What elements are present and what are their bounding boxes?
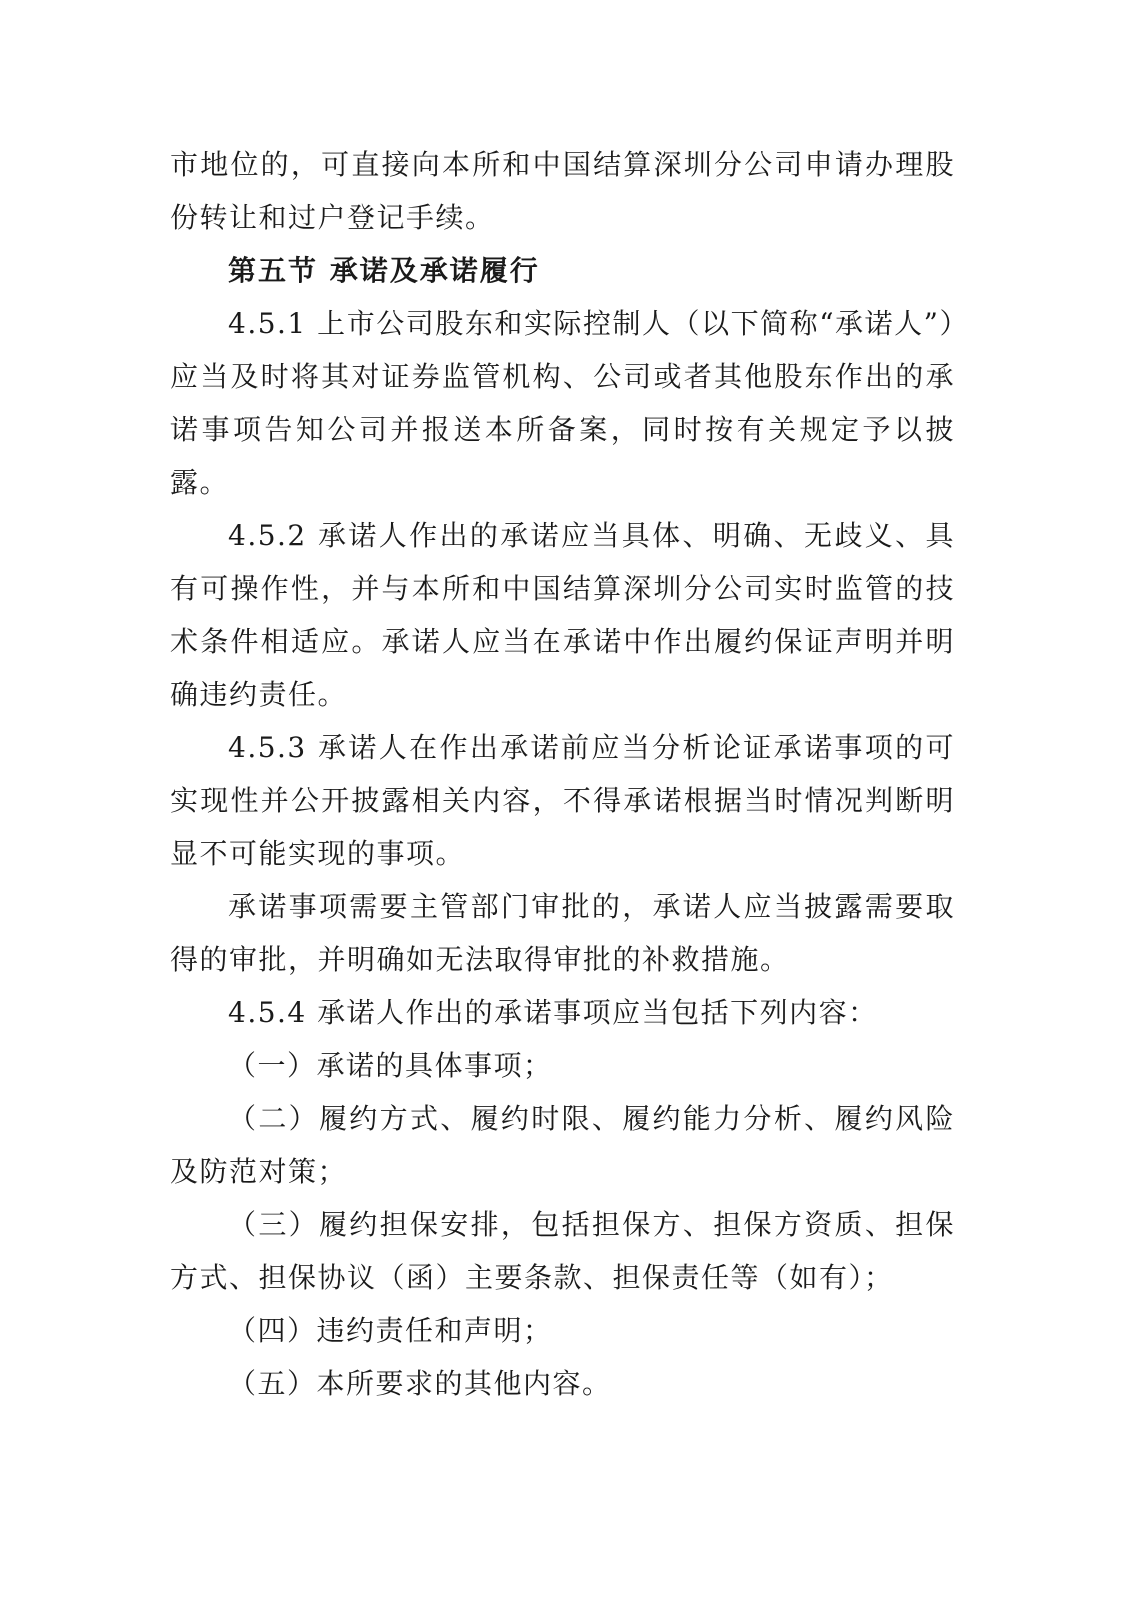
list-item-3: （三）履约担保安排，包括担保方、担保方资质、担保方式、担保协议（函）主要条款、担保责任等（如有）； xyxy=(170,1208,955,1294)
list-item-4: （四）违约责任和声明； xyxy=(228,1314,553,1347)
document-body xyxy=(170,138,955,1410)
section-title: 第五节 承诺及承诺履行 xyxy=(228,254,540,287)
article-4-5-3: 4.5.3 承诺人在作出承诺前应当分析论证承诺事项的可实现性并公开披露相关内容，不得承诺根据当时情况判断明显不可能实现的事项。 xyxy=(170,731,955,870)
list-item-2: （二）履约方式、履约时限、履约能力分析、履约风险及防范对策； xyxy=(170,1102,955,1188)
article-4-5-4: 4.5.4 承诺人作出的承诺事项应当包括下列内容： xyxy=(228,996,878,1029)
article-4-5-1: 4.5.1 上市公司股东和实际控制人（以下简称“承诺人”）应当及时将其对证券监管机构、公司或者其他股东作出的承诺事项告知公司并报送本所备案，同时按有关规定予以披露。 xyxy=(170,307,955,499)
article-4-5-2: 4.5.2 承诺人作出的承诺应当具体、明确、无歧义、具有可操作性，并与本所和中国结算深圳分公司实时监管的技术条件相适应。承诺人应当在承诺中作出履约保证声明并明确违约责任。 xyxy=(170,519,955,711)
list-item-5: （五）本所要求的其他内容。 xyxy=(228,1367,612,1400)
list-item-1: （一）承诺的具体事项； xyxy=(228,1049,553,1082)
paragraph-continuation: 市地位的，可直接向本所和中国结算深圳分公司申请办理股份转让和过户登记手续。 xyxy=(170,148,955,234)
paragraph-approval: 承诺事项需要主管部门审批的，承诺人应当披露需要取得的审批，并明确如无法取得审批的补救措施。 xyxy=(170,890,955,976)
